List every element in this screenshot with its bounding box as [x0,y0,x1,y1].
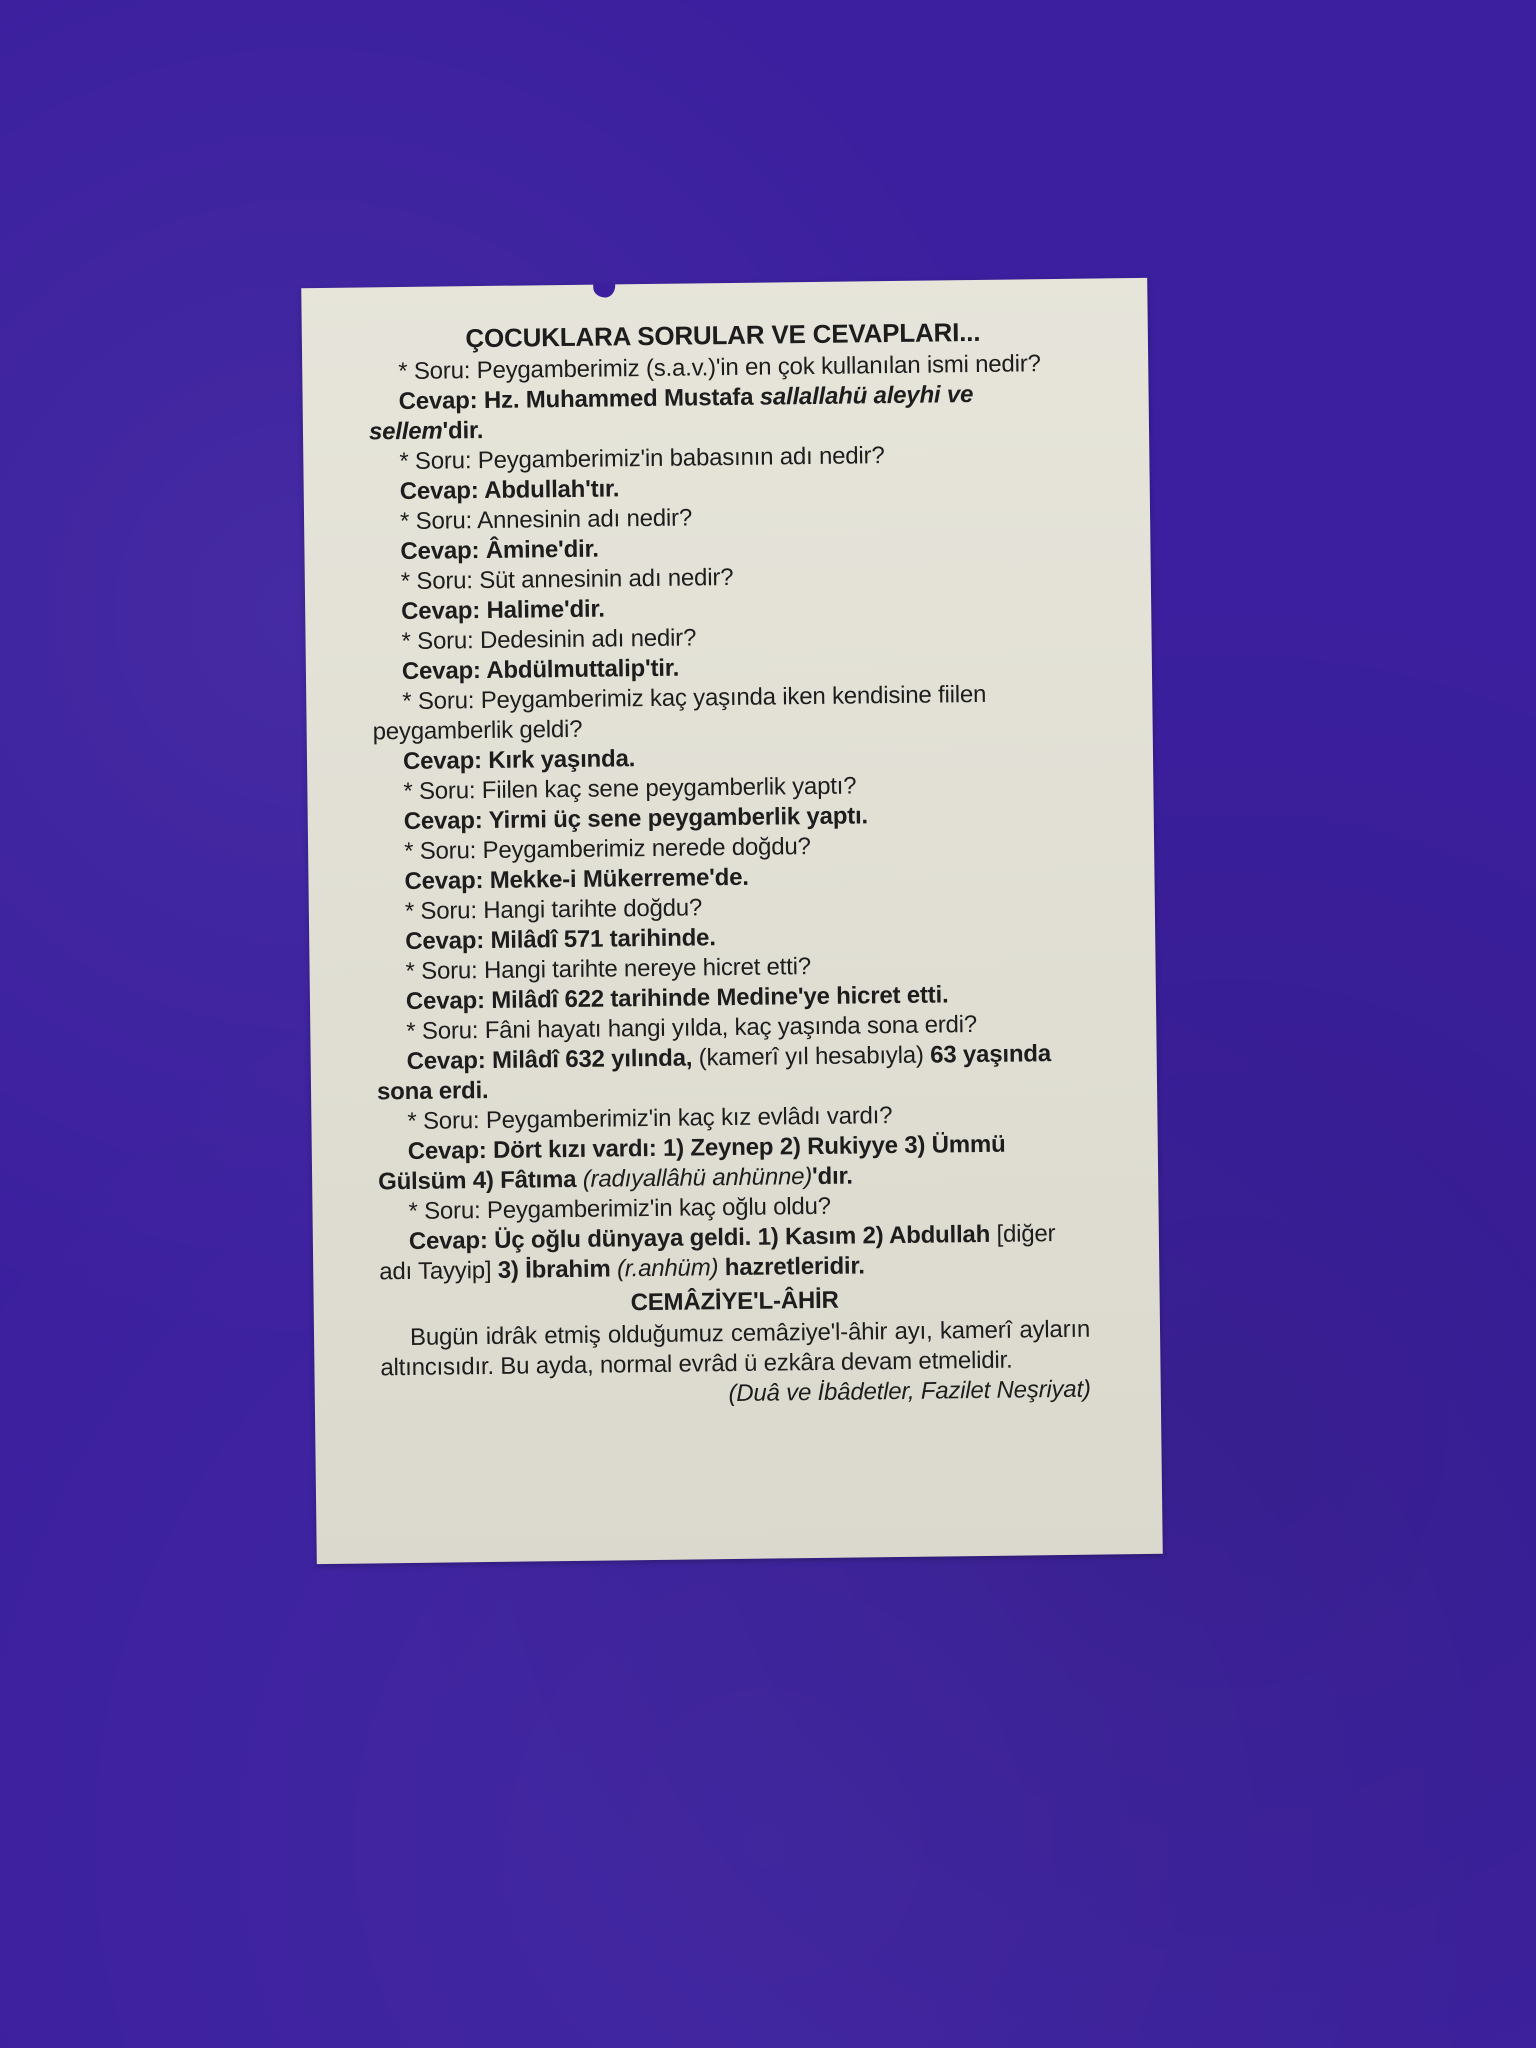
question-5: * Soru: Dedesinin adı nedir? [401,624,697,656]
newspaper-clipping [301,278,1163,1564]
answer-13: Cevap: Üç oğlu dünyaya geldi. 1) Kasım 2) Abdullah [diğer adı Tayyip] 3) İbrahim (r.anhüm) hazretleridir. [379,1220,1056,1286]
question-13: * Soru: Peygamberimiz'in kaç oğlu oldu? [408,1192,832,1225]
question-7: * Soru: Fiilen kaç sene peygamberlik yaptı? [403,772,857,806]
question-2: * Soru: Peygamberimiz'in babasının adı nedir? [399,442,885,476]
section-title: CEMÂZİYE'L-ÂHİR [630,1286,839,1317]
source-citation: (Duâ ve İbâdetler, Fazilet Neşriyat) [728,1375,1091,1408]
question-10: * Soru: Hangi tarihte nereye hicret etti? [405,953,812,985]
answer-2: Cevap: Abdullah'tır. [399,475,620,506]
question-1: * Soru: Peygamberimiz (s.a.v.)'in en çok kullanılan ismi nedir? [398,350,1041,386]
answer-8: Cevap: Mekke-i Mükerreme'de. [404,863,749,895]
question-9: * Soru: Hangi tarihte doğdu? [404,894,703,925]
answer-1: Cevap: Hz. Muhammed Mustafa sallallahü aleyhi ve sellem'dir. [368,381,974,446]
torn-edge [593,283,615,297]
page-title: ÇOCUKLARA SORULAR VE CEVAPLARI... [465,316,981,354]
answer-11: Cevap: Milâdî 632 yılında, (kamerî yıl hesabıyla) 63 yaşında sona erdi. [376,1040,1052,1106]
answer-7: Cevap: Yirmi üç sene peygamberlik yaptı. [403,802,869,836]
question-6: * Soru: Peygamberimiz kaç yaşında iken kendisine fiilen peygamberlik geldi? [372,680,987,746]
section-paragraph: Bugün idrâk etmiş olduğumuz cemâziye'l-âhir ayı, kamerî ayların altıncısıdır. Bu ayda, normal evrâd ü ezkâra devam etmelidir. (Duâ ve İbâdetler, Fazilet Neşriyat) [380,1315,1091,1384]
answer-5: Cevap: Abdülmuttalip'tir. [401,654,680,686]
answer-12: Cevap: Dört kızı vardı: 1) Zeynep 2) Rukiyye 3) Ümmü Gülsüm 4) Fâtıma (radıyallâhü anhünne)'dır. [377,1130,1006,1196]
question-8: * Soru: Peygamberimiz nerede doğdu? [403,833,811,865]
question-12: * Soru: Peygamberimiz'in kaç kız evlâdı vardı? [407,1102,893,1135]
question-4: * Soru: Süt annesinin adı nedir? [400,563,734,596]
answer-4: Cevap: Halime'dir. [401,595,605,626]
answer-9: Cevap: Milâdî 571 tarihinde. [405,924,716,955]
question-11: * Soru: Fâni hayatı hangi yılda, kaç yaşında sona erdi? [406,1011,978,1045]
answer-6: Cevap: Kırk yaşında. [402,745,636,776]
answer-10: Cevap: Milâdî 622 tarihinde Medine'ye hicret etti. [405,981,949,1015]
question-3: * Soru: Annesinin adı nedir? [399,504,693,536]
answer-3: Cevap: Âmine'dir. [400,535,599,566]
